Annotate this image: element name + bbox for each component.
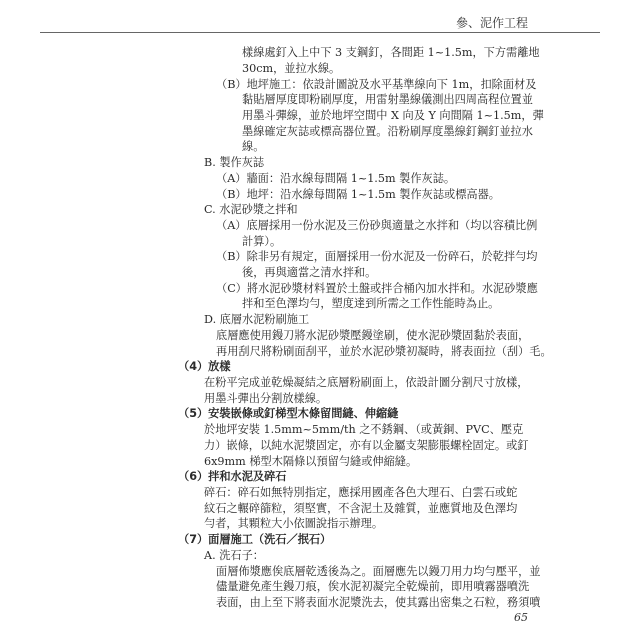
text-line: 在粉平完成並乾燥凝結之底層粉刷面上，依設計圖分割尺寸放樣， [204, 376, 529, 390]
text-line: 線。 [242, 140, 265, 154]
text-line: （B）地坪施工：依設計圖說及水平基準線向下 1m，扣除面材及 [216, 77, 537, 91]
text-line: A. 洗石子： [204, 548, 264, 562]
page-body [0, 40, 640, 610]
text-line: 6x9mm 梯型木隔條以預留勻縫或伸縮縫。 [204, 454, 418, 468]
text-line: 拌和至色澤均勻，塑度達到所需之工作性能時為止。 [242, 297, 500, 311]
section-heading: （6）拌和水泥及碎石 [178, 470, 287, 484]
header-rule [40, 32, 600, 33]
text-line: 用墨斗彈線，並於地坪空間中 X 向及 Y 向間隔 1~1.5m，彈 [242, 108, 544, 122]
page-number: 65 [514, 611, 528, 624]
section-title: 參、泥作工程 [455, 16, 528, 30]
text-line: （A）牆面：沿水線每間隔 1~1.5m 製作灰誌。 [216, 171, 456, 185]
page-header [0, 0, 640, 36]
text-line: 後，再與適當之清水拌和。 [242, 266, 377, 280]
text-line: （C）將水泥砂漿材料置於土盤或拌合桶內加水拌和。水泥砂漿應 [216, 281, 538, 295]
section-heading: （5）安裝嵌條或釘梯型木條留間縫、伸縮縫 [178, 407, 399, 421]
text-line: 計算）。 [242, 234, 282, 248]
text-line: 碎石：碎石如無特別指定，應採用國產各色大理石、白雲石或蛇 [204, 486, 518, 500]
text-line: 底層應使用鏝刀將水泥砂漿壓鏝塗刷，使水泥砂漿固黏於表面， [216, 328, 530, 342]
text-line: 表面，由上至下將表面水泥漿洗去，使其露出密集之石粒，務須噴 [216, 596, 541, 609]
text-line: 紋石之輾碎篩粒，須堅實，不含泥土及雜質，並應質地及色澤均 [204, 501, 518, 515]
text-line: （B）地坪：沿水線每間隔 1~1.5m 製作灰誌或標高器。 [216, 187, 500, 201]
text-line: 用墨斗彈出分割放樣線。 [204, 391, 328, 405]
text-line: 面層佈漿應俟底層乾透後為之。面層應先以鏝刀用力均勻壓平，並 [216, 564, 541, 578]
section-heading: （7）面層施工（洗石／抿石） [178, 533, 332, 547]
text-line: 儘量避免產生鏝刀痕，俟水泥初凝完全乾燥前，即用噴霧器噴洗 [216, 580, 530, 594]
text-line: 墨線確定灰誌或標高器位置。沿粉刷厚度墨線釘鋼釘並拉水 [242, 124, 533, 138]
section-heading: （4）放樣 [178, 360, 231, 374]
text-line: C. 水泥砂漿之拌和 [204, 203, 298, 217]
text-line: 再用刮尺將粉刷面刮平，並於水泥砂漿初凝時，將表面拉（刮）毛。 [216, 344, 552, 358]
text-line: 30cm，並拉水線。 [242, 61, 341, 75]
text-line: 勻者，其顆粒大小依圖說指示辦理。 [204, 517, 384, 531]
text-line: （A）底層採用一份水泥及三份砂與適量之水拌和（均以容積比例 [216, 218, 538, 232]
text-line: 力）嵌條，以純水泥漿固定，亦有以金屬支架膨脹螺栓固定。或釘 [204, 438, 529, 452]
text-line: D. 底層水泥粉刷施工 [204, 313, 310, 327]
text-line: 黏貼層厚度即粉刷厚度，用雷射墨線儀測出四周高程位置並 [242, 93, 533, 107]
text-line: （B）除非另有規定，面層採用一份水泥及一份碎石，於乾拌勻均 [216, 250, 538, 264]
text-line: 於地坪安裝 1.5mm~5mm/th 之不銹鋼、（或黃銅、PVC、壓克 [204, 423, 524, 437]
text-line: 樣線處釘入上中下 3 支鋼釘，各間距 1~1.5m，下方需離地 [242, 46, 540, 60]
text-line: B. 製作灰誌 [204, 156, 265, 170]
